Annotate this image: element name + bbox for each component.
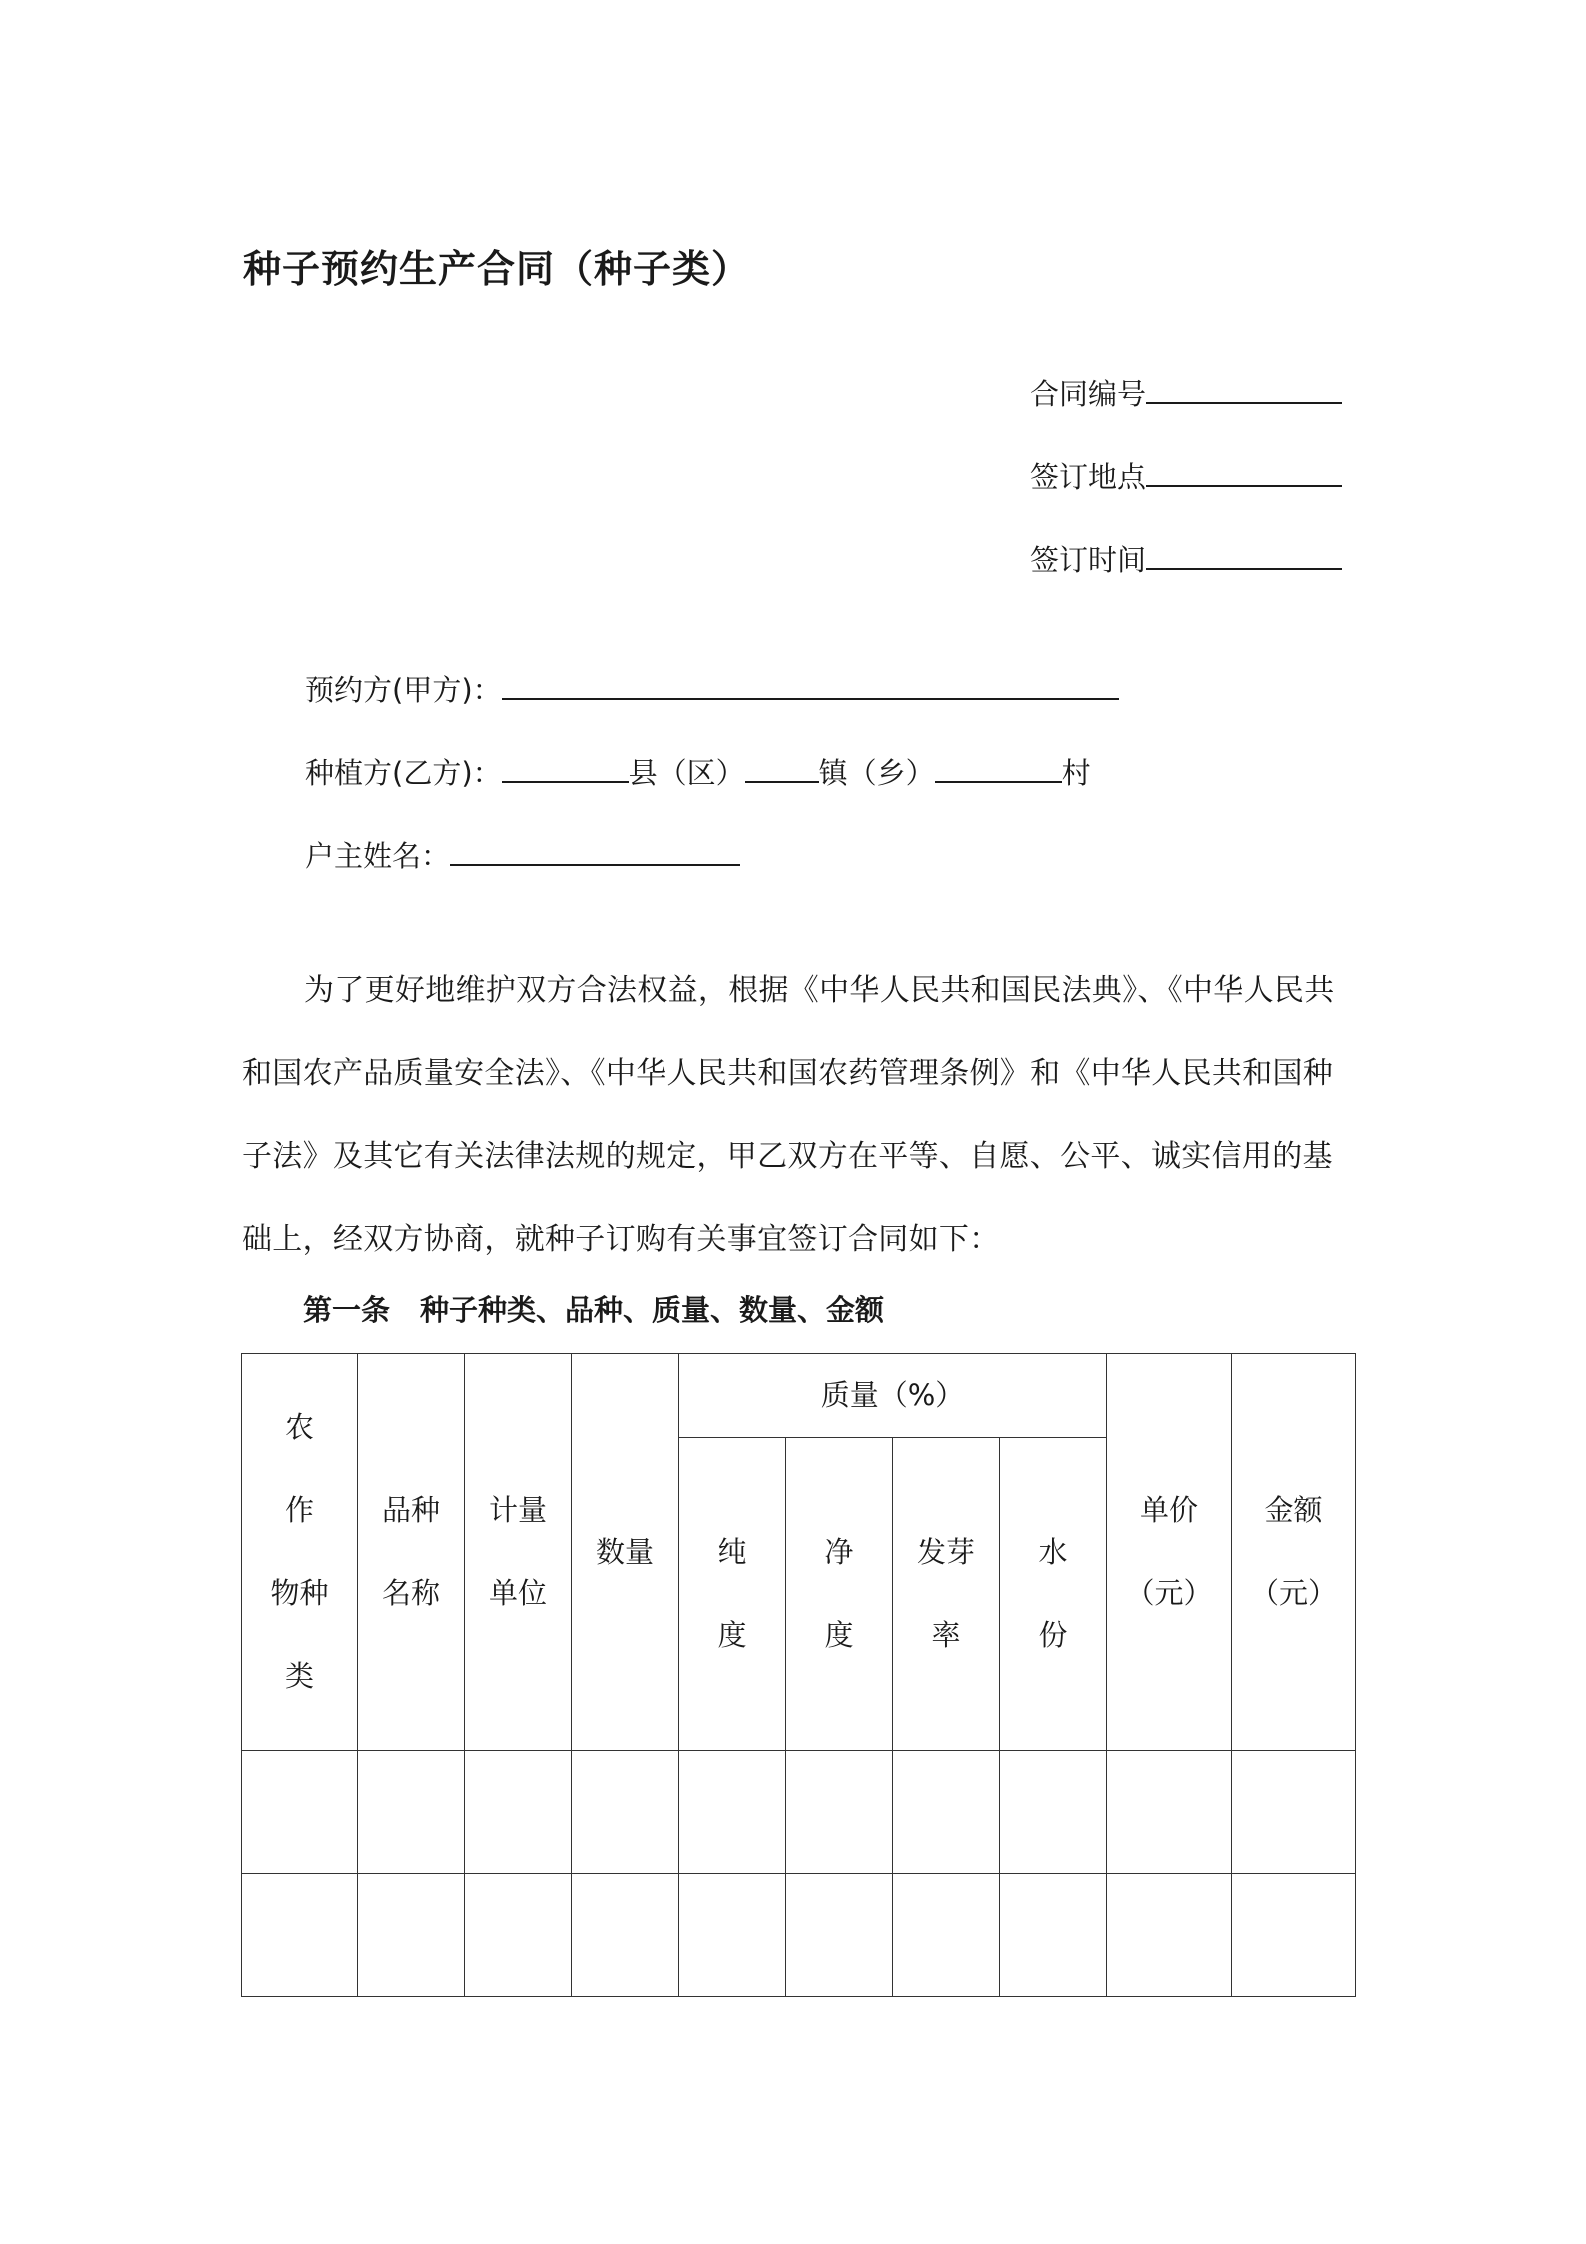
table-cell[interactable]: [893, 1751, 1000, 1874]
table-cell[interactable]: [679, 1874, 786, 1997]
header-amount: 金额 （元）: [1232, 1354, 1356, 1751]
signing-place-blank[interactable]: [1146, 459, 1342, 487]
table-cell[interactable]: [358, 1751, 465, 1874]
clause-number: 第一条: [303, 1293, 391, 1327]
contract-number-blank[interactable]: [1146, 376, 1342, 404]
signing-place-label: 签订地点: [1030, 460, 1147, 494]
contract-number-field: [1030, 372, 1342, 413]
header-crop-type: 农 作 物种 类: [242, 1354, 358, 1751]
table-cell[interactable]: [1232, 1751, 1356, 1874]
town-blank[interactable]: [745, 755, 819, 783]
party-b-line: [305, 751, 1091, 792]
table-cell[interactable]: [679, 1751, 786, 1874]
contract-number-label: 合同编号: [1030, 377, 1147, 411]
table-cell[interactable]: [893, 1874, 1000, 1997]
household-line: [305, 834, 740, 875]
table-row: [242, 1751, 1356, 1874]
header-quantity: 数量: [572, 1354, 679, 1751]
table-cell[interactable]: [786, 1751, 893, 1874]
header-unit: 计量 单位: [465, 1354, 572, 1751]
table-cell[interactable]: [1000, 1751, 1107, 1874]
table-cell[interactable]: [242, 1751, 358, 1874]
village-label: 村: [1061, 756, 1091, 790]
table-cell[interactable]: [465, 1874, 572, 1997]
table-cell[interactable]: [786, 1874, 893, 1997]
table-cell[interactable]: [1232, 1874, 1356, 1997]
table-cell[interactable]: [242, 1874, 358, 1997]
document-title: 种子预约生产合同（种子类）: [243, 247, 751, 291]
table-cell[interactable]: [1107, 1874, 1232, 1997]
table-cell[interactable]: [465, 1751, 572, 1874]
county-blank[interactable]: [502, 755, 629, 783]
household-blank[interactable]: [450, 838, 740, 866]
seed-table: [241, 1353, 1356, 1997]
table-cell[interactable]: [358, 1874, 465, 1997]
header-moisture: 水 份: [1000, 1438, 1107, 1751]
town-label: 镇（乡）: [818, 756, 935, 790]
table-cell[interactable]: [572, 1874, 679, 1997]
header-variety-name: 品种 名称: [358, 1354, 465, 1751]
header-quality-group: 质量（%）: [679, 1354, 1107, 1438]
clause-title: 种子种类、品种、质量、数量、金额: [420, 1293, 885, 1327]
county-label: 县（区）: [628, 756, 745, 790]
village-blank[interactable]: [935, 755, 1062, 783]
signing-time-blank[interactable]: [1146, 542, 1342, 570]
signing-time-label: 签订时间: [1030, 543, 1147, 577]
party-a-label: 预约方(甲方)：: [305, 673, 502, 707]
table-cell[interactable]: [1107, 1751, 1232, 1874]
party-a-blank[interactable]: [502, 672, 1119, 700]
clause-1-heading: [303, 1288, 884, 1329]
household-label: 户主姓名：: [305, 839, 451, 873]
party-a-line: [305, 668, 1119, 709]
signing-time-field: [1030, 538, 1342, 579]
header-germination: 发芽 率: [893, 1438, 1000, 1751]
header-cleanliness: 净 度: [786, 1438, 893, 1751]
signing-place-field: [1030, 455, 1342, 496]
table-row: [242, 1874, 1356, 1997]
party-b-label: 种植方(乙方)：: [305, 756, 502, 790]
table-cell[interactable]: [1000, 1874, 1107, 1997]
preamble-paragraph: 为了更好地维护双方合法权益，根据《中华人民共和国民法典》、《中华人民共和国农产品质量安全法》、《中华人民共和国农药管理条例》和《中华人民共和国种子法》及其它有关法律法规的规定，甲乙双方在平等、自愿、公平、诚实信用的基础上，经双方协商，就种子订购有关事宜签订合同如下：: [242, 973, 1335, 1257]
header-purity: 纯 度: [679, 1438, 786, 1751]
table-cell[interactable]: [572, 1751, 679, 1874]
header-unit-price: 单价 （元）: [1107, 1354, 1232, 1751]
